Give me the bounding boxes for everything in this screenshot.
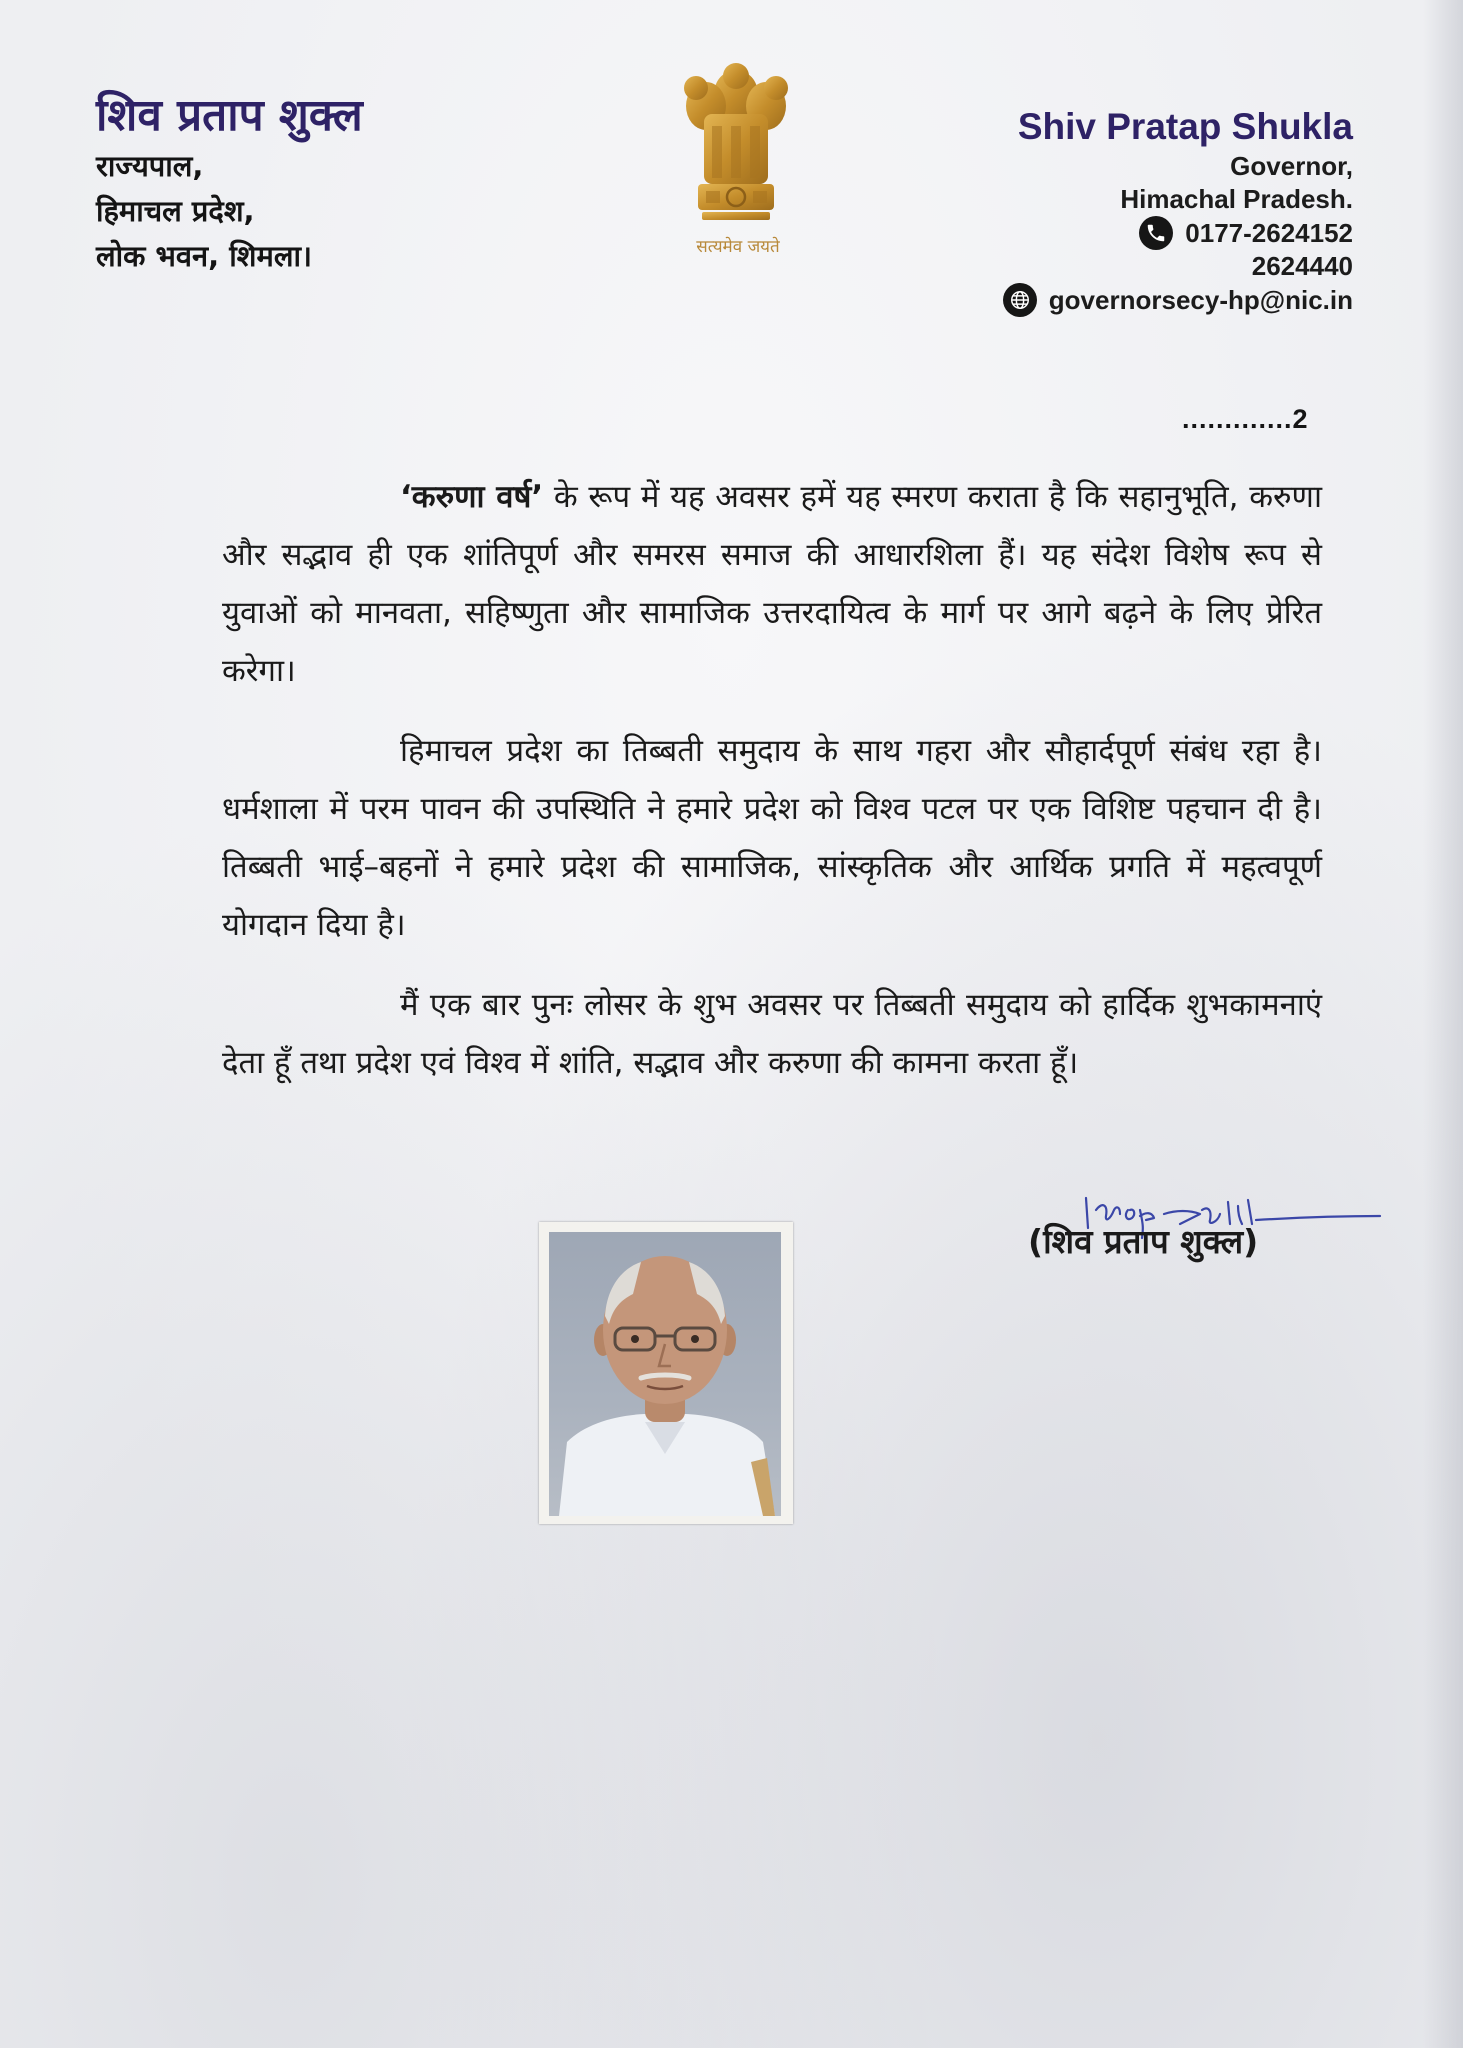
state-emblem-icon	[676, 54, 796, 264]
email-row	[1003, 283, 1353, 317]
portrait-photo-frame	[539, 1222, 793, 1524]
globe-icon	[1003, 283, 1037, 317]
english-state: Himachal Pradesh.	[1120, 184, 1353, 214]
phone-row	[1003, 216, 1353, 250]
paragraph-1-highlight: ‘करुणा वर्ष’	[400, 479, 544, 515]
paper-edge-shadow	[1423, 0, 1463, 2048]
paragraph-3: मैं एक बार पुनः लोसर के शुभ अवसर पर तिब्बती समुदाय को हार्दिक शुभकामनाएं देता हूँ तथा प्रदेश एवं विश्व में शांति, सद्भाव और करुणा की कामना करता हूँ।	[222, 987, 1322, 1081]
portrait-photo	[549, 1232, 781, 1516]
phone-icon	[1139, 216, 1173, 250]
letter-body	[222, 468, 1322, 1114]
phone-number-2: 2624440	[1251, 251, 1353, 281]
paragraph-1-text: के रूप में यह अवसर हमें यह स्मरण कराता है कि सहानुभूति, करुणा और सद्भाव ही एक शांतिपूर्ण और समरस समाज की आधारशिला हैं। यह संदेश विशेष रूप से युवाओं को मानवता, सहिष्णुता और सामाजिक उत्तरदायित्व के मार्ग पर आगे बढ़ने के लिए प्रेरित करेगा।	[222, 479, 1322, 689]
hindi-state: हिमाचल प्रदेश,	[96, 194, 255, 228]
paragraph-2: हिमाचल प्रदेश का तिब्बती समुदाय के साथ गहरा और सौहार्दपूर्ण संबंध रहा है। धर्मशाला में परम पावन की उपस्थिति ने हमारे प्रदेश को विश्व पटल पर एक विशिष्ट पहचान दी है। तिब्बती भाई–बहनों ने हमारे प्रदेश की सामाजिक, सांस्कृतिक और आर्थिक प्रगति में महत्वपूर्ण योगदान दिया है।	[222, 733, 1322, 943]
english-name: Shiv Pratap Shukla	[1017, 106, 1353, 147]
paragraph-1	[222, 468, 1322, 700]
signatory-name: (शिव प्रताप शुक्ल)	[1028, 1222, 1259, 1261]
email-address: governorsecy-hp@nic.in	[1048, 284, 1353, 315]
page-number-marker: .............2	[1182, 404, 1309, 434]
hindi-address: लोक भवन, शिमला।	[96, 239, 312, 273]
hindi-name: शिव प्रताप शुक्ल	[96, 90, 363, 141]
emblem-motto: सत्यमेव जयते	[696, 237, 780, 257]
hindi-letterhead	[96, 88, 363, 279]
english-letterhead	[1003, 104, 1353, 317]
english-title: Governor,	[1230, 151, 1353, 181]
phone-number-1: 0177-2624152	[1185, 217, 1353, 248]
hindi-designation: राज्यपाल,	[96, 149, 204, 183]
